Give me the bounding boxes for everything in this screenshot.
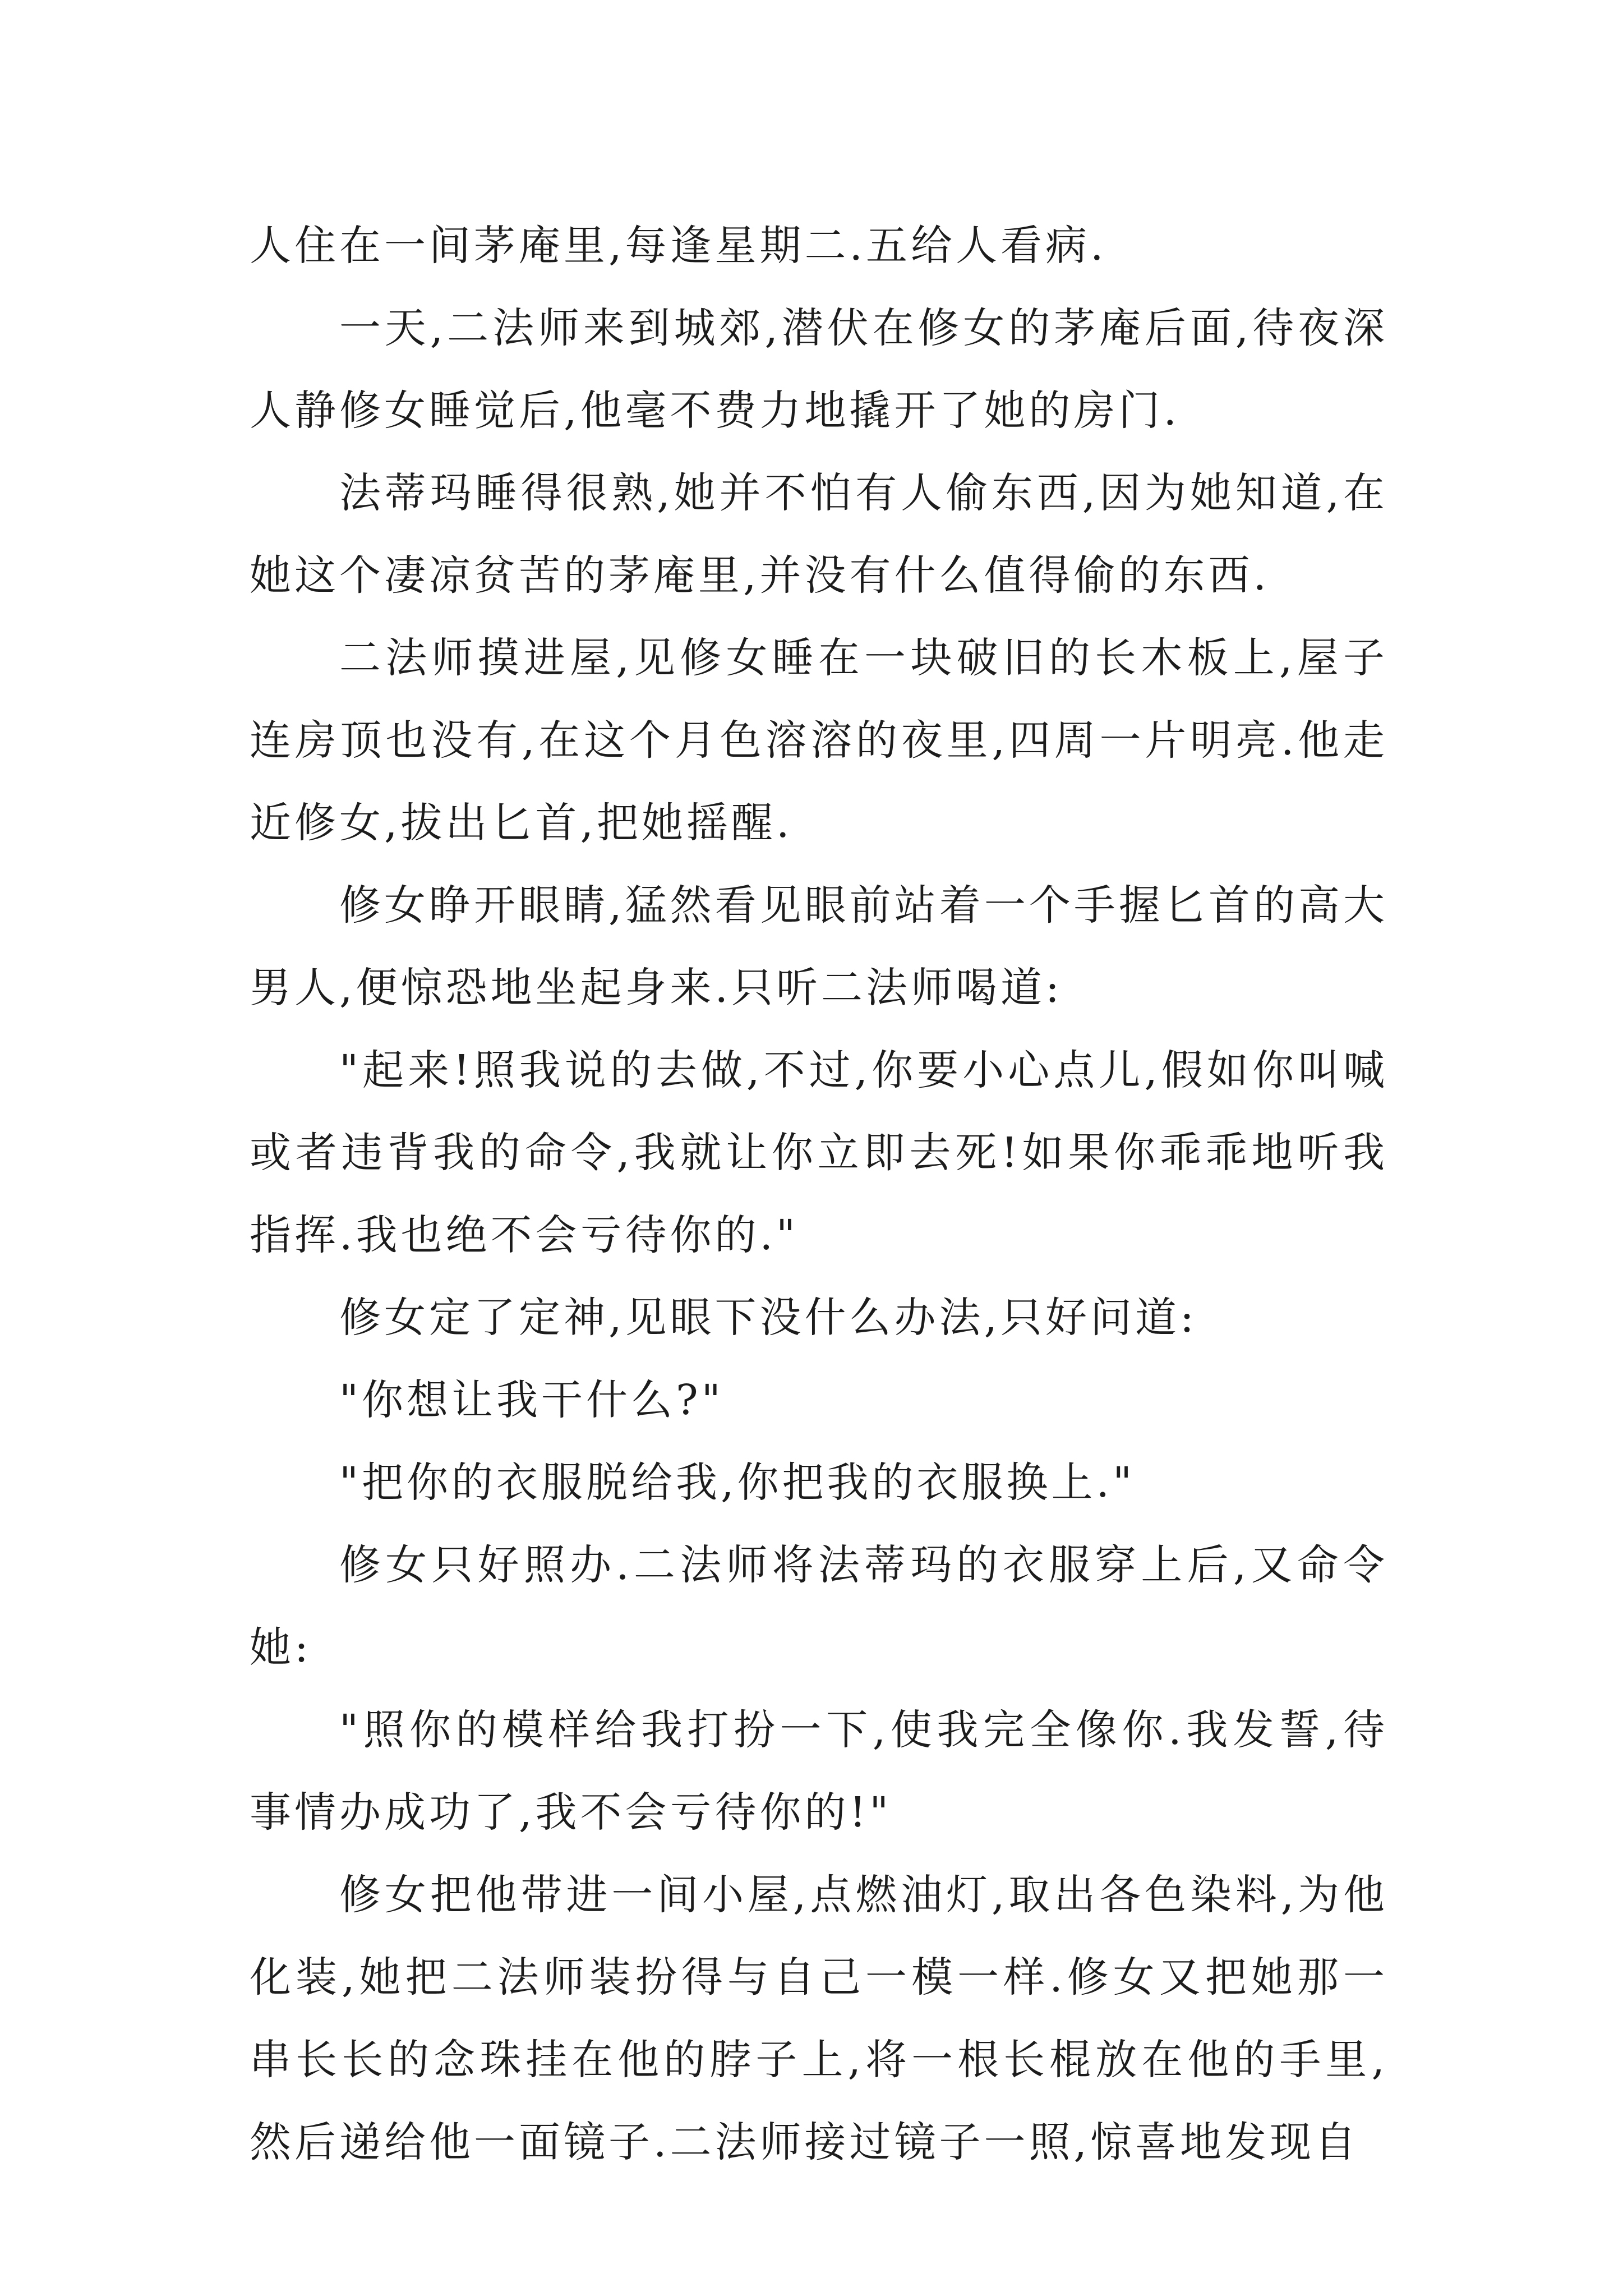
paragraph: 修女定了定神,见眼下没什么办法,只好问道:: [339, 1294, 1197, 1342]
paragraph: "起来!照我说的去做,不过,你要小心点儿,假如你叫喊或者违背我的命令,我就让你立即去死!如果你乖乖地听我指挥.我也绝不会亏待你的.": [250, 1046, 1388, 1259]
paragraph: 一天,二法师来到城郊,潜伏在修女的茅庵后面,待夜深人静修女睡觉后,他毫不费力地撬开了她的房门.: [250, 304, 1388, 435]
paragraph: "把你的衣服脱给我,你把我的衣服换上.": [339, 1458, 1136, 1507]
paragraph: 法蒂玛睡得很熟,她并不怕有人偷东西,因为她知道,在她这个凄凉贫苦的茅庵里,并没有什么值得偷的东西.: [250, 469, 1388, 600]
paragraph: 人住在一间茅庵里,每逢星期二.五给人看病.: [250, 222, 1107, 270]
paragraph: 修女把他带进一间小屋,点燃油灯,取出各色染料,为他化装,她把二法师装扮得与自己一模一样.修女又把她那一串长长的念珠挂在他的脖子上,将一根长棍放在他的手里,然后递给他一面镜子.二法师接过镜子一照,惊喜地发现自: [250, 1871, 1388, 2166]
paragraph: 二法师摸进屋,见修女睡在一块破旧的长木板上,屋子连房顶也没有,在这个月色溶溶的夜里,四周一片明亮.他走近修女,拔出匕首,把她摇醒.: [250, 634, 1388, 847]
paragraph: "你想让我干什么?": [339, 1376, 724, 1424]
paragraph: 修女只好照办.二法师将法蒂玛的衣服穿上后,又命令她:: [250, 1541, 1388, 1672]
paragraph: 修女睁开眼睛,猛然看见眼前站着一个手握匕首的高大男人,便惊恐地坐起身来.只听二法师喝道:: [250, 881, 1388, 1012]
body-text: [250, 205, 1388, 2184]
paragraph: "照你的模样给我打扮一下,使我完全像你.我发誓,待事情办成功了,我不会亏待你的!": [250, 1706, 1388, 1837]
